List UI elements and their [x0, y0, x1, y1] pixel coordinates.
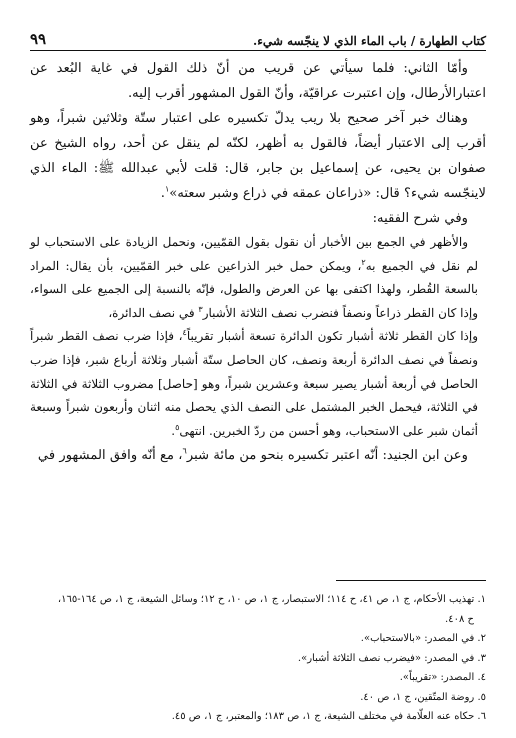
- footnotes: [30, 590, 486, 727]
- main-text: [30, 56, 486, 468]
- footnote-2: ٢. في المصدر: «بالاستحباب».: [360, 633, 486, 644]
- footnote-ref-3[interactable]: ٣: [198, 304, 203, 314]
- header-rule: [30, 50, 486, 51]
- paragraph-4-text: وعن ابن الجنيد: أنّه اعتبر تكسيره بنحو من مائة شبر: [186, 448, 468, 464]
- footnote-ref-5[interactable]: ٥: [175, 422, 180, 432]
- quote-1c-text: في نصف الدائرة،: [108, 305, 199, 320]
- footnote-6: ٦. حكاه عنه العلّامة في مختلف الشيعة، ج ١، ص ١٨٣؛ والمعتبر، ج ١، ص ٤٥.: [171, 711, 486, 722]
- page-number: ٩٩: [30, 30, 47, 48]
- quoted-passage: [30, 231, 486, 443]
- quote-1-text: والأظهر في الجمع بين الأخبار أن نقول بقول القمّيين، ونحمل الزيادة على الاستحباب لو لم نقل في الجميع به: [30, 235, 478, 273]
- page-header: [30, 26, 486, 48]
- paragraph-1: وأمّا الثاني: فلما سيأتي عن قريب من أنّ ذلك القول في غاية البُعد عن اعتبارالأرطال، وإن اعتبرت عراقيّة، وأنّ القول المشهور أقرب إليه.: [30, 61, 486, 101]
- footnote-1: ١. تهذيب الأحكام، ج ١، ص ٤١، ح ١١٤؛ الاستبصار، ج ١، ص ١٠، ح ١٢؛ وسائل الشيعة، ج ١، ص ١٦٤-١٦٥،: [57, 594, 486, 605]
- quote-part-1: [30, 231, 478, 325]
- quote-2b-text: ، فإذا ضرب نصف القطر شبراً ونصفاً في نصف الدائرة أربعة ونصف، كان الحاصل ستّة أشبار وثلاثة أرباع شبر، فإذا ضرب الحاصل في أربعة أشبار يصير سبعة وعشرين شبراً، وهو [حاصل] مضروب الثلاثة في الثلاثة في الثلاثة، فيحمل الخبر المشتمل على النصف الذي يحصل منه اثنان وأربعون شبراً وسبعة أثمان شبر على الاستحباب، وهو أحسن من ردّ الخبرين. انتهى: [30, 329, 478, 438]
- footnote-5: ٥. روضة المتّقين، ج ١، ص ٤٠.: [360, 691, 486, 703]
- footnote-ref-1[interactable]: ١: [165, 184, 170, 194]
- paragraph-4: [30, 443, 486, 468]
- footnote-ref-6[interactable]: ٦: [182, 446, 187, 456]
- paragraph-4b-text: ، مع أنّه وافق المشهور في: [37, 448, 183, 464]
- quote-2-text: وإذا كان القطر ثلاثة أشبار تكون الدائرة تسعة أشبار تقريباً: [186, 329, 479, 344]
- paragraph-2-text: وهناك خبر آخر صحيح بلا ريب يدلّ تكسيره على اعتبار ستّة وثلاثين شبراً، وهو أقرب إلى الاعتبار أيضاً، فالقول به أظهر، لكنّه لم ينقل عن أحد، رواه الشيخ عن صفوان بن يحيى، عن إسماعيل بن جابر، قال: قلت لأبي عبدالله ﷺ: الماء الذي لاينجّسه شيء؟ قال: «ذراعان عمقه في ذراع وشبر سعته»: [30, 111, 486, 201]
- quote-1b-text: ، ويمكن حمل خبر الذراعين على خبر القمّيين، بأن يقال: المراد بالسعة القُطر، ولهذا اكتفى بها عن العرض والطول، فإنّه بالنسبة إلى الجميع على السواء، وإذا كان القطر ذراعاً ونصفاً فنضرب نصف الثلاثة الأشبار: [30, 258, 478, 320]
- paragraph-2: وهناك خبر آخر صحيح بلا ريب يدلّ تكسيره على اعتبار ستّة وثلاثين شبراً، وهو أقرب إلى الاعتبار أيضاً، فالقول به أظهر، لكنّه لم ينقل عن أحد، رواه الشيخ عن صفوان بن يحيى، عن إسماعيل بن جابر، قال: قلت لأبي عبدالله ﷺ: الماء الذي لاينجّسه شيء؟ قال: «ذراعان عمقه في ذراع وشبر سعته»$^١$.: [30, 111, 486, 201]
- quote-part-2: وإذا كان القطر ثلاثة أشبار تكون الدائرة تسعة أشبار تقريباً$^٤$، فإذا ضرب نصف القطر شبراً ونصفاً في نصف الدائرة أربعة ونصف، كان الحاصل ستّة أشبار وثلاثة أرباع شبر، فإذا ضرب الحاصل في أربعة أشبار يصير سبعة وعشرين شبراً، وهو [حاصل] مضروب الثلاثة في الثلاثة في الثلاثة، فيحمل الخبر المشتمل على النصف الذي يحصل منه اثنان وأربعون شبراً وسبعة أثمان شبر على الاستحباب، وهو أحسن من ردّ الخبرين. انتهى$^٥$.: [30, 328, 479, 438]
- footnote-1-cont: ح ٤٠٨.: [445, 613, 474, 625]
- footnote-ref-4[interactable]: ٤: [182, 328, 187, 338]
- running-title: كتاب الطهارة / باب الماء الذي لا ينجّسه شيء.: [253, 34, 486, 48]
- footnote-3: ٣. في المصدر: «فيضرب نصف الثلاثة أشبار».: [297, 652, 486, 664]
- footnote-rule: [336, 580, 486, 581]
- footnote-ref-2[interactable]: ٢: [361, 257, 366, 267]
- footnote-4: ٤. المصدر: «تقريباً».: [399, 672, 486, 683]
- paragraph-3: وفي شرح الفقيه:: [372, 211, 468, 226]
